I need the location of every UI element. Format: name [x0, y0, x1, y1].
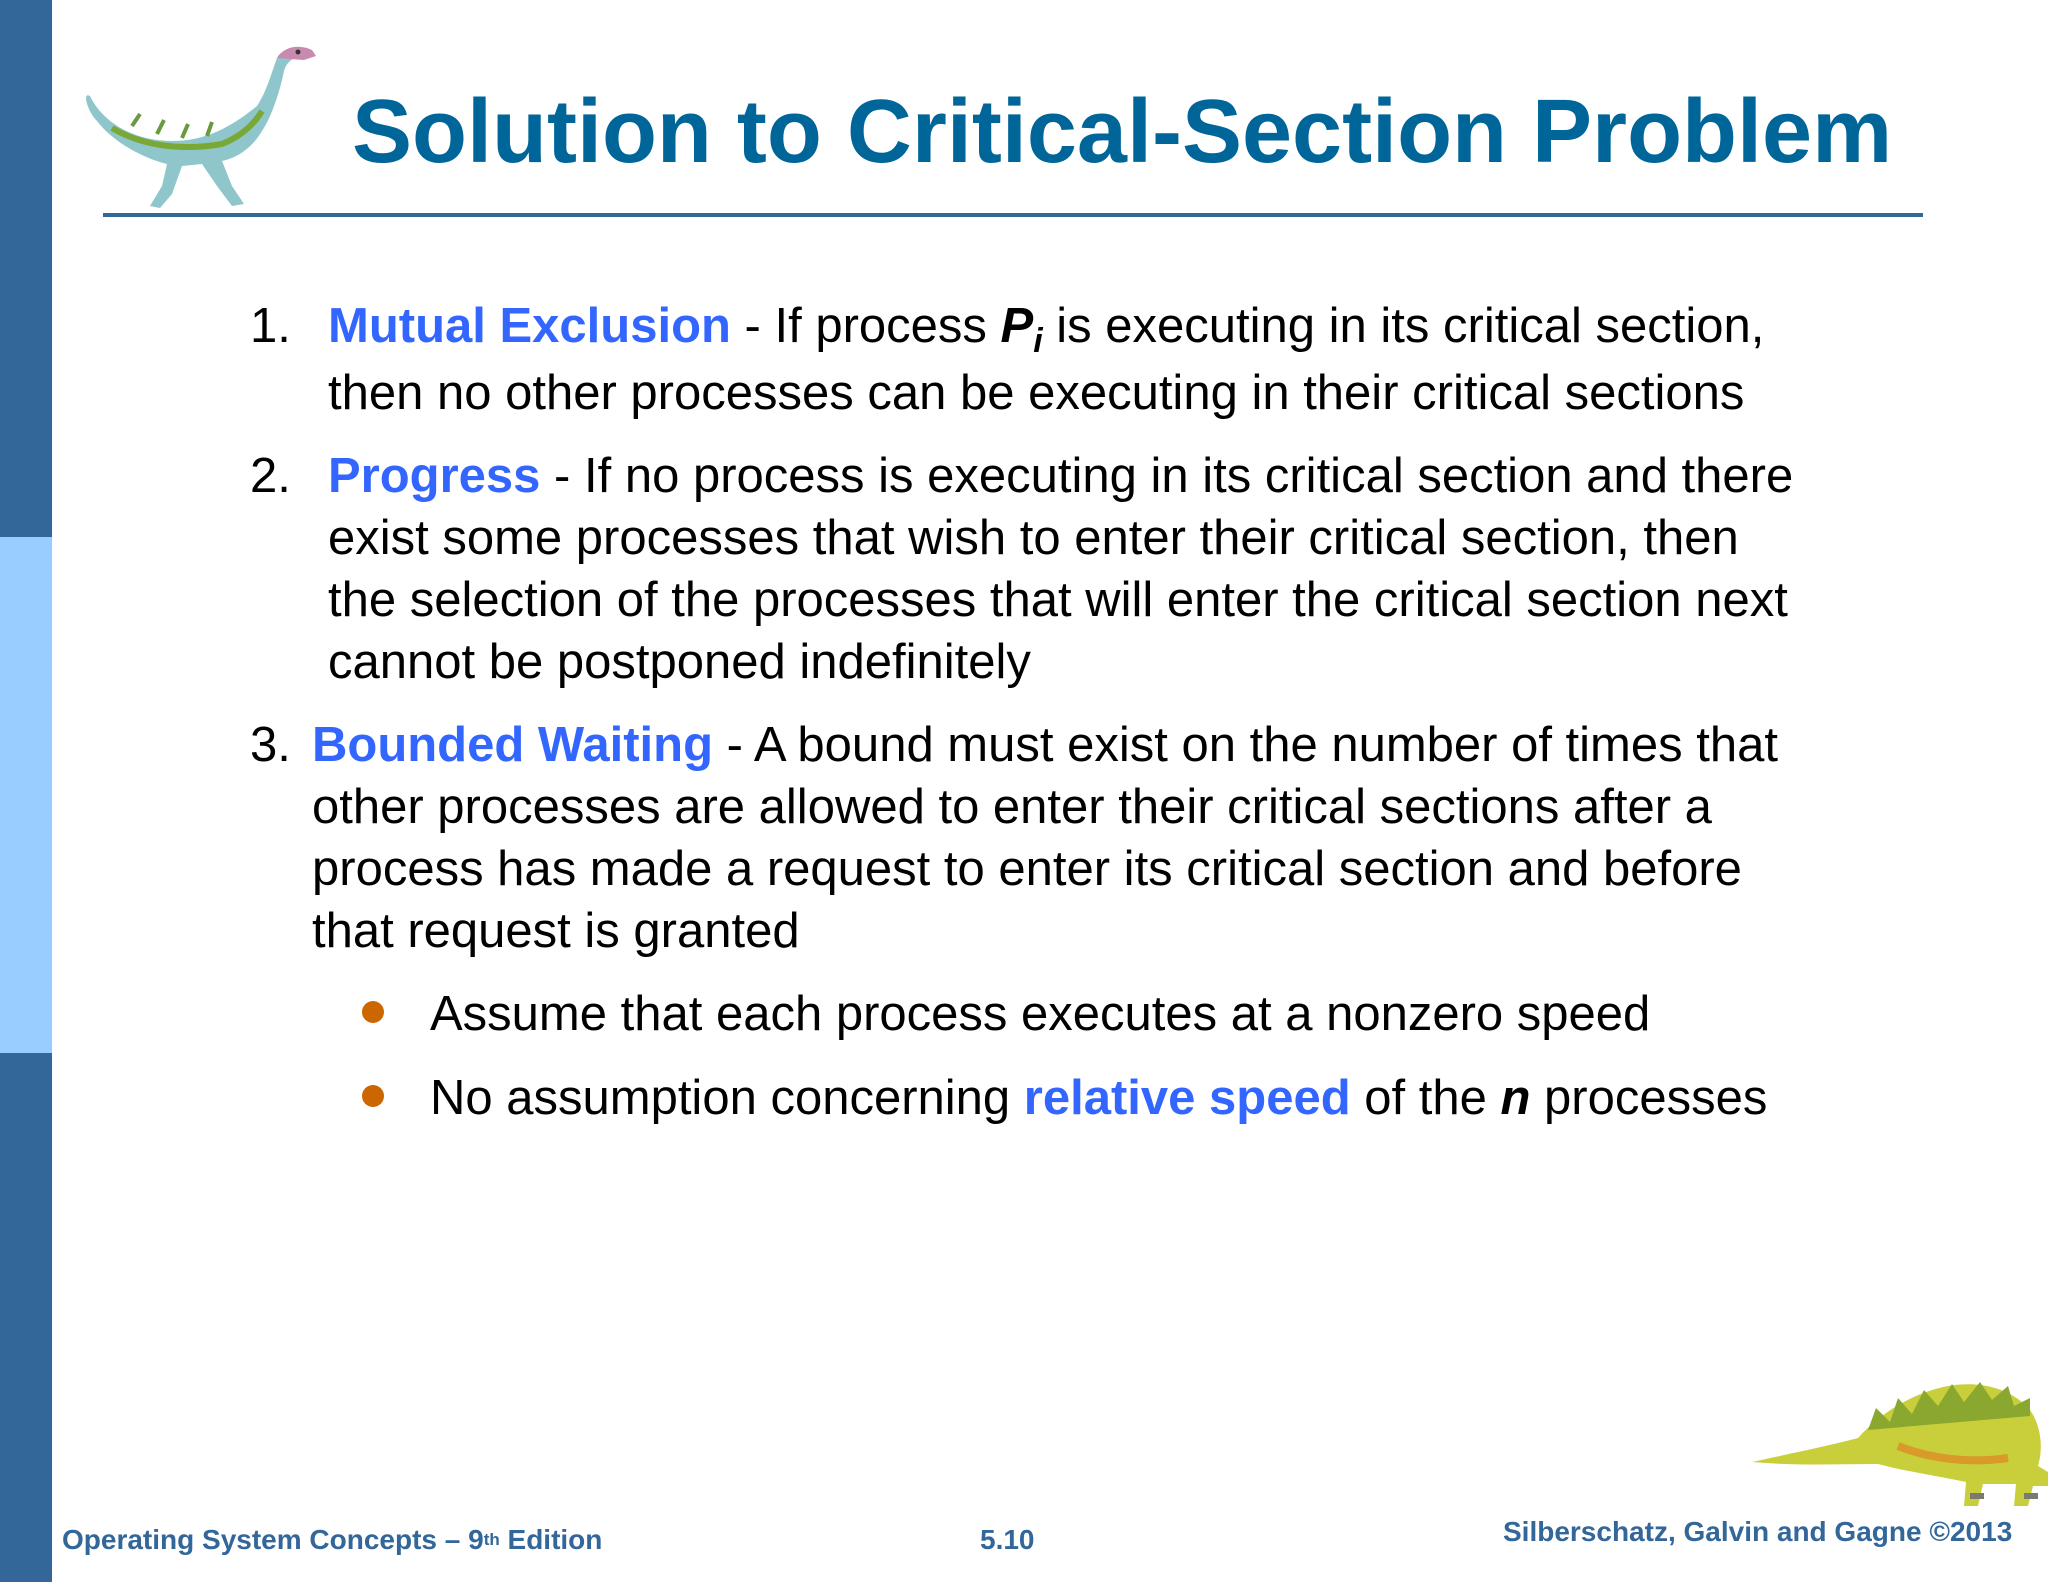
item-number: 1. [250, 299, 291, 353]
variable-subscript: i [1033, 322, 1043, 360]
bullet-text: processes [1530, 1071, 1768, 1125]
variable-p: P [1000, 299, 1034, 353]
item-text: is executing in its critical section, then no other processes can be executing in their critical sections [328, 299, 1765, 420]
sub-bullet-list [250, 983, 1810, 1129]
slide-content [250, 295, 1810, 1151]
term-relative-speed: relative speed [1023, 1071, 1351, 1125]
variable-n: n [1500, 1071, 1531, 1125]
side-bar-dark-top [0, 0, 52, 537]
title-divider [103, 213, 1923, 217]
term-progress: Progress [328, 449, 541, 503]
bullet-item [250, 983, 1810, 1045]
bullet-dot-icon [362, 1085, 384, 1107]
item-text: - If process [730, 299, 1001, 353]
term-bounded-waiting: Bounded Waiting [312, 718, 713, 772]
list-item-mutual-exclusion [250, 295, 1810, 424]
footer-book-title [62, 1524, 602, 1556]
term-mutual-exclusion: Mutual Exclusion [328, 299, 731, 353]
side-bar-light-middle [0, 537, 52, 1053]
side-bar [0, 0, 52, 1582]
dinosaur-logo-icon [72, 36, 322, 216]
item-number: 2. [250, 449, 291, 503]
footer-copyright: Silberschatz, Galvin and Gagne ©2013 [1503, 1516, 2013, 1547]
slide-title: Solution to Critical-Section Problem [352, 82, 1893, 182]
footer-title-suffix: Edition [499, 1524, 603, 1555]
stegosaurus-icon [1748, 1346, 2048, 1514]
bullet-dot-icon [362, 1001, 384, 1023]
item-text: - If no process is executing in its critical section and there exist some processes that wish to enter their critical section, then the selection of the processes that will enter the critical section next cannot be postponed indefinitely [328, 449, 1794, 689]
side-bar-dark-bottom [0, 1053, 52, 1582]
footer-title-sup: th [483, 1530, 500, 1549]
bullet-text: Assume that each process executes at a nonzero speed [430, 987, 1651, 1041]
list-item-progress [250, 445, 1810, 693]
footer-title-prefix: Operating System Concepts – 9 [62, 1524, 484, 1555]
bullet-text: No assumption concerning [430, 1071, 1024, 1125]
item-number: 3. [250, 718, 291, 772]
bullet-item [250, 1067, 1810, 1129]
page-number: 5.10 [980, 1524, 1035, 1555]
item-text: - A bound must exist on the number of times that other processes are allowed to enter their critical sections after a process has made a request to enter its critical section and before that request is granted [312, 718, 1778, 958]
list-item-bounded-waiting [250, 714, 1810, 962]
bullet-text: of the [1350, 1071, 1501, 1125]
